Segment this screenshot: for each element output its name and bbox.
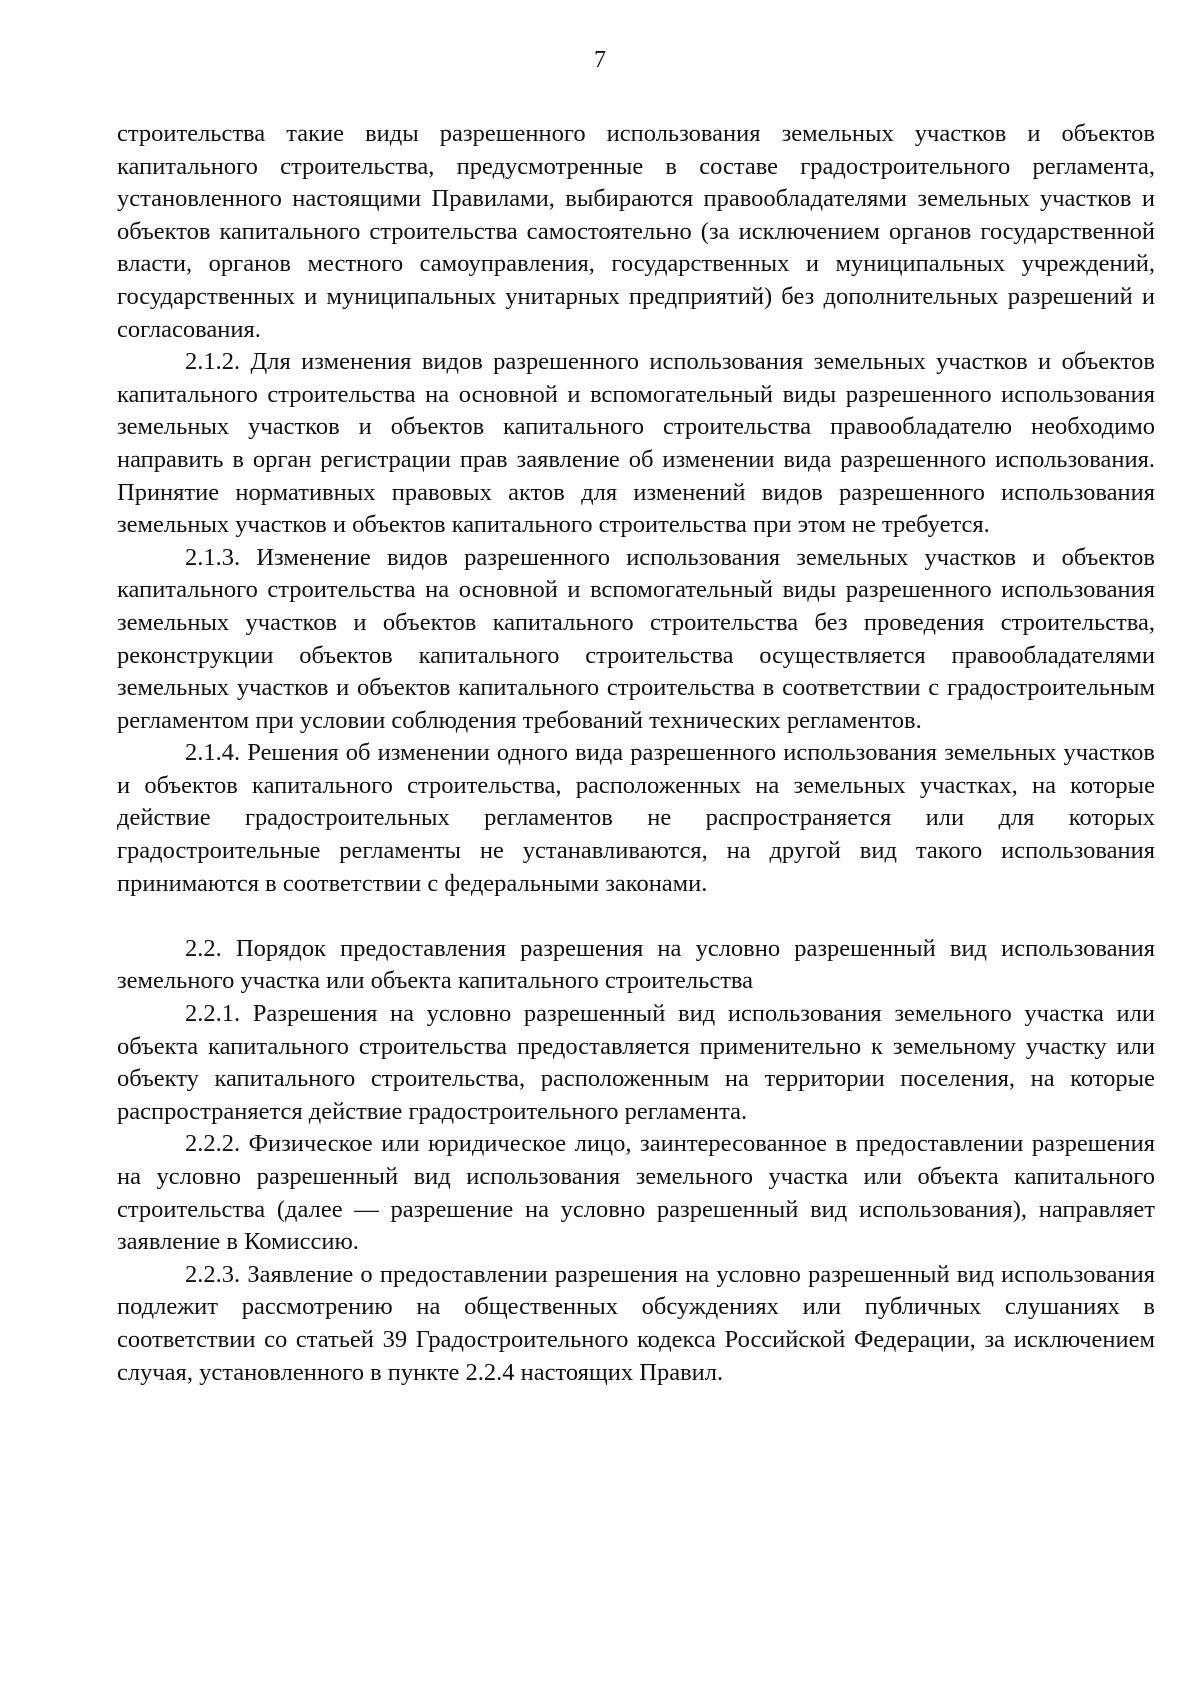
paragraph-2-1-4: 2.1.4. Решения об изменении одного вида разрешенного использования земельных участков и объектов капитального строительства, расположенных на земельных участках, на которые действие градостроительных регламентов не распространяется или для которых градостроительные регламенты не устанавливаются, на другой вид такого использования принимаются в соответствии с федеральными законами. bbox=[117, 739, 1155, 897]
paragraph-2-2-1: 2.2.1. Разрешения на условно разрешенный вид использования земельного участка или объекта капитального строительства предоставляется применительно к земельному участку или объекту капитального строительства, расположенным на территории поселения, на которые распространяется действие градостроительного регламента. bbox=[117, 1000, 1155, 1125]
section-spacer bbox=[117, 900, 1155, 933]
paragraph-continuation: строительства такие виды разрешенного использования земельных участков и объектов капитального строительства, предусмотренные в составе градостроительного регламента, установленного настоящими Правилами, выбираются правообладателями земельных участков и объектов капитального строительства самостоятельно (за исключением органов государственной власти, органов местного самоуправления, государственных и муниципальных учреждений, государственных и муниципальных унитарных предприятий) без дополнительных разрешений и согласования. bbox=[117, 120, 1155, 343]
paragraph-2-2-2: 2.2.2. Физическое или юридическое лицо, заинтересованное в предоставлении разрешения на условно разрешенный вид использования земельного участка или объекта капитального строительства (далее — разрешение на условно разрешенный вид использования), направляет заявление в Комиссию. bbox=[117, 1130, 1155, 1256]
page-number: 7 bbox=[594, 47, 606, 73]
paragraph-2-2-3: 2.2.3. Заявление о предоставлении разрешения на условно разрешенный вид использования подлежит рассмотрению на общественных обсуждениях или публичных слушаниях в соответствии со статьей 39 Градостроительного кодекса Российской Федерации, за исключением случая, установленного в пункте 2.2.4 настоящих Правил. bbox=[117, 1260, 1155, 1386]
section-heading-2-2: 2.2. Порядок предоставления разрешения на условно разрешенный вид использования земельного участка или объекта капитального строительства bbox=[117, 934, 1155, 995]
paragraph-2-1-2: 2.1.2. Для изменения видов разрешенного использования земельных участков и объектов капитального строительства на основной и вспомогательный виды разрешенного использования земельных участков и объектов капитального строительства правообладателю необходимо направить в орган регистрации прав заявление об изменении вида разрешенного использования. Принятие нормативных правовых актов для изменений видов разрешенного использования земельных участков и объектов капитального строительства при этом не требуется. bbox=[117, 348, 1155, 539]
paragraph-2-1-3: 2.1.3. Изменение видов разрешенного использования земельных участков и объектов капитального строительства на основной и вспомогательный виды разрешенного использования земельных участков и объектов капитального строительства без проведения строительства, реконструкции объектов капитального строительства осуществляется правообладателями земельных участков и объектов капитального строительства в соответствии с градостроительным регламентом при условии соблюдения требований технических регламентов. bbox=[117, 543, 1155, 734]
document-body bbox=[117, 118, 1155, 1389]
